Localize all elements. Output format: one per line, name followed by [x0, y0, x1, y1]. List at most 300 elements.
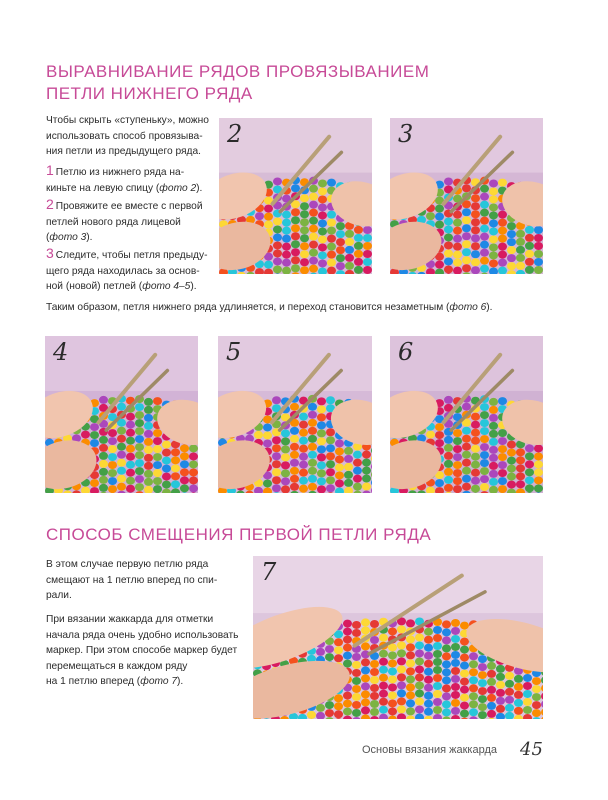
stitch: [272, 436, 281, 444]
stitch: [480, 435, 489, 443]
stitch: [534, 234, 543, 242]
stitch: [498, 235, 507, 243]
stitch: [308, 483, 317, 491]
stitch: [290, 403, 299, 411]
photo-2: [219, 118, 372, 274]
stitch: [361, 682, 370, 690]
stitch: [442, 628, 451, 636]
stitch: [406, 683, 415, 691]
stitch: [135, 467, 144, 475]
stitch: [318, 227, 327, 235]
stitch: [505, 688, 514, 696]
stitch: [309, 225, 318, 233]
stitch: [388, 707, 397, 715]
stitch: [281, 461, 290, 469]
stitch: [514, 683, 523, 691]
stitch: [453, 453, 462, 461]
stitch: [272, 444, 281, 452]
stitch: [426, 431, 435, 439]
stitch: [282, 211, 291, 219]
stitch: [388, 691, 397, 699]
stitch: [471, 429, 480, 437]
stitch: [462, 451, 471, 459]
photo-5: [218, 336, 372, 493]
stitch: [162, 449, 171, 457]
stitch: [462, 264, 471, 272]
stitch: [471, 453, 480, 461]
stitch: [309, 233, 318, 241]
stitch: [516, 464, 525, 472]
stitch: [489, 195, 498, 203]
stitch: [317, 445, 326, 453]
stitch: [388, 699, 397, 707]
stitch: [281, 453, 290, 461]
stitch: [318, 243, 327, 251]
stitch: [397, 625, 406, 633]
stitch: [99, 452, 108, 460]
stitch: [318, 179, 327, 187]
stitch: [415, 641, 424, 649]
stitch: [415, 697, 424, 705]
stitch: [300, 226, 309, 234]
stitch: [345, 238, 354, 246]
stitch: [507, 246, 516, 254]
stitch: [471, 421, 480, 429]
stitch: [327, 179, 336, 187]
stitch: [300, 266, 309, 274]
stitch: [343, 644, 352, 652]
stitch: [135, 411, 144, 419]
stitch: [162, 457, 171, 465]
stitch: [153, 437, 162, 445]
stitch: [388, 659, 397, 667]
stitch: [117, 443, 126, 451]
stitch: [469, 652, 478, 660]
stitch: [344, 463, 353, 471]
stitch: [451, 619, 460, 627]
stitch: [435, 221, 444, 229]
stitch: [299, 461, 308, 469]
stitch: [534, 452, 543, 460]
stitch: [496, 681, 505, 689]
stitch: [480, 459, 489, 467]
photo-label: 6: [398, 338, 414, 366]
stitch: [117, 467, 126, 475]
stitch: [281, 485, 290, 493]
stitch: [534, 468, 543, 476]
stitch: [352, 621, 361, 629]
stitch: [487, 694, 496, 702]
stitch: [523, 690, 532, 698]
stitch: [397, 697, 406, 705]
stitch: [309, 185, 318, 193]
stitch: [126, 421, 135, 429]
stitch: [343, 708, 352, 716]
stitch: [442, 700, 451, 708]
stitch: [273, 241, 282, 249]
stitch: [496, 705, 505, 713]
stitch: [525, 460, 534, 468]
stitch: [462, 248, 471, 256]
stitch: [272, 484, 281, 492]
stitch: [480, 419, 489, 427]
stitch: [453, 477, 462, 485]
stitch: [516, 246, 525, 254]
stitch: [442, 636, 451, 644]
stitch: [534, 476, 543, 484]
stitch: [496, 673, 505, 681]
stitch: [534, 266, 543, 274]
stitch: [442, 620, 451, 628]
photo-label: 5: [226, 338, 242, 366]
stitch: [90, 479, 99, 487]
stitch: [433, 682, 442, 690]
stitch: [498, 259, 507, 267]
stitch: [336, 230, 345, 238]
stitch: [471, 437, 480, 445]
stitch: [361, 626, 370, 634]
stitch: [435, 431, 444, 439]
stitch: [489, 235, 498, 243]
stitch: [352, 709, 361, 717]
stitch: [525, 484, 534, 492]
stitch: [525, 250, 534, 258]
stitch: [388, 627, 397, 635]
stitch: [117, 459, 126, 467]
stitch: [290, 427, 299, 435]
stitch: [144, 470, 153, 478]
stitch: [471, 258, 480, 266]
stitch: [162, 481, 171, 489]
stitch: [498, 219, 507, 227]
stitch: [534, 444, 543, 452]
stitch: [334, 654, 343, 662]
stitch: [498, 437, 507, 445]
stitch: [388, 683, 397, 691]
stitch: [308, 459, 317, 467]
stitch: [462, 256, 471, 264]
stitch: [433, 642, 442, 650]
stitch: [272, 476, 281, 484]
stitch: [327, 235, 336, 243]
stitch: [435, 213, 444, 221]
stitch: [489, 414, 498, 422]
stitch: [397, 681, 406, 689]
stitch: [478, 663, 487, 671]
stitch: [335, 447, 344, 455]
stitch: [326, 428, 335, 436]
stitch: [480, 257, 489, 265]
stitch: [406, 643, 415, 651]
stitch: [325, 709, 334, 717]
stitch: [153, 469, 162, 477]
stitch: [264, 213, 273, 221]
section-title-1: [46, 61, 429, 105]
stitch: [471, 413, 480, 421]
stitch: [300, 242, 309, 250]
stitch: [489, 211, 498, 219]
stitch: [507, 262, 516, 270]
stitch: [469, 708, 478, 716]
stitch: [379, 682, 388, 690]
stitch: [135, 483, 144, 491]
stitch: [334, 710, 343, 718]
stitch: [189, 444, 198, 452]
stitch: [153, 445, 162, 453]
stitch: [505, 696, 514, 704]
stitch: [507, 481, 516, 489]
stitch: [370, 692, 379, 700]
stitch: [480, 201, 489, 209]
stitch: [534, 226, 543, 234]
stitch: [415, 657, 424, 665]
stitch: [370, 636, 379, 644]
stitch: [353, 451, 362, 459]
stitch: [505, 704, 514, 712]
stitch: [335, 439, 344, 447]
stitch: [189, 468, 198, 476]
stitch: [498, 485, 507, 493]
stitch: [480, 193, 489, 201]
stitch: [433, 626, 442, 634]
stitch: [451, 643, 460, 651]
stitch: [453, 235, 462, 243]
stitch: [388, 651, 397, 659]
stitch: [471, 477, 480, 485]
step-1: 1 Петлю из нижнего ряда на- киньте на левую спицу (фото 2).: [46, 162, 203, 194]
stitch: [433, 690, 442, 698]
stitch: [126, 461, 135, 469]
stitch: [290, 451, 299, 459]
stitch: [453, 485, 462, 493]
stitch: [180, 452, 189, 460]
stitch: [273, 217, 282, 225]
stitch: [498, 251, 507, 259]
stitch: [525, 444, 534, 452]
stitch: [361, 666, 370, 674]
stitch: [453, 437, 462, 445]
stitch: [263, 431, 272, 439]
stitch: [480, 225, 489, 233]
stitch: [433, 658, 442, 666]
stitch: [462, 224, 471, 232]
stitch: [144, 446, 153, 454]
stitch: [424, 644, 433, 652]
stitch: [534, 258, 543, 266]
stitch: [415, 633, 424, 641]
stitch: [264, 261, 273, 269]
stitch: [282, 251, 291, 259]
stitch: [345, 262, 354, 270]
stitch: [489, 406, 498, 414]
stitch: [489, 219, 498, 227]
photo-background-light: [253, 556, 543, 613]
stitch: [281, 469, 290, 477]
stitch: [525, 226, 534, 234]
stitch: [290, 443, 299, 451]
stitch: [363, 234, 372, 242]
stitch: [345, 254, 354, 262]
stitch: [435, 479, 444, 487]
stitch: [291, 240, 300, 248]
stitch: [453, 251, 462, 259]
stitch: [308, 443, 317, 451]
stitch: [480, 427, 489, 435]
stitch: [343, 660, 352, 668]
stitch: [415, 665, 424, 673]
stitch: [424, 708, 433, 716]
stitch: [126, 413, 135, 421]
stitch: [480, 475, 489, 483]
stitch: [325, 701, 334, 709]
stitch: [532, 701, 541, 709]
stitch: [180, 484, 189, 492]
stitch: [514, 699, 523, 707]
stitch: [379, 690, 388, 698]
stitch: [334, 694, 343, 702]
stitch: [171, 448, 180, 456]
stitch: [117, 451, 126, 459]
stitch: [451, 675, 460, 683]
stitch: [453, 429, 462, 437]
stitch: [397, 689, 406, 697]
stitch: [189, 476, 198, 484]
stitch: [135, 459, 144, 467]
stitch: [189, 452, 198, 460]
stitch: [361, 642, 370, 650]
stitch: [379, 658, 388, 666]
stitch: [489, 430, 498, 438]
stitch: [435, 205, 444, 213]
stitch: [108, 453, 117, 461]
stitch: [487, 702, 496, 710]
stitch: [507, 254, 516, 262]
stitch: [345, 230, 354, 238]
stitch: [299, 445, 308, 453]
stitch: [317, 429, 326, 437]
stitch: [318, 251, 327, 259]
stitch: [523, 698, 532, 706]
stitch: [444, 257, 453, 265]
stitch: [272, 396, 281, 404]
stitch: [318, 259, 327, 267]
stitch: [534, 242, 543, 250]
stitch: [135, 435, 144, 443]
stitch: [462, 435, 471, 443]
stitch: [388, 675, 397, 683]
step-number: 1: [46, 162, 54, 178]
stitch: [406, 667, 415, 675]
stitch: [406, 619, 415, 627]
stitch: [343, 700, 352, 708]
stitch: [505, 680, 514, 688]
stitch: [263, 423, 272, 431]
stitch: [489, 259, 498, 267]
stitch: [344, 471, 353, 479]
stitch: [498, 179, 507, 187]
stitch: [435, 261, 444, 269]
stitch: [153, 461, 162, 469]
stitch: [480, 451, 489, 459]
stitch: [480, 217, 489, 225]
stitch: [478, 687, 487, 695]
stitch: [354, 258, 363, 266]
stitch: [327, 251, 336, 259]
stitch: [291, 208, 300, 216]
stitch: [462, 459, 471, 467]
stitch: [353, 475, 362, 483]
photo-label: 3: [398, 120, 414, 148]
stitch: [379, 674, 388, 682]
stitch: [433, 634, 442, 642]
stitch: [525, 468, 534, 476]
stitch: [352, 685, 361, 693]
stitch: [487, 670, 496, 678]
stitch: [478, 655, 487, 663]
stitch: [81, 431, 90, 439]
stitch: [334, 646, 343, 654]
stitch: [498, 445, 507, 453]
stitch: [318, 219, 327, 227]
stitch: [144, 430, 153, 438]
stitch: [471, 485, 480, 493]
stitch: [453, 469, 462, 477]
stitch: [489, 470, 498, 478]
stitch: [317, 469, 326, 477]
stitch: [361, 674, 370, 682]
stitch: [309, 217, 318, 225]
stitch: [126, 485, 135, 493]
stitch: [352, 701, 361, 709]
stitch: [300, 234, 309, 242]
stitch: [525, 242, 534, 250]
stitch: [343, 636, 352, 644]
stitch: [344, 479, 353, 487]
stitch: [317, 397, 326, 405]
stitch: [397, 665, 406, 673]
stitch: [317, 453, 326, 461]
stitch: [480, 249, 489, 257]
stitch: [516, 480, 525, 488]
photo-reference: фото 7: [140, 676, 178, 687]
stitch: [525, 452, 534, 460]
stitch: [353, 467, 362, 475]
stitch: [144, 438, 153, 446]
stitch: [309, 193, 318, 201]
stitch: [99, 468, 108, 476]
stitch: [336, 254, 345, 262]
stitch: [336, 246, 345, 254]
stitch: [370, 700, 379, 708]
stitch: [290, 459, 299, 467]
stitch: [451, 691, 460, 699]
stitch: [469, 692, 478, 700]
stitch: [352, 693, 361, 701]
stitch: [507, 222, 516, 230]
stitch: [489, 454, 498, 462]
stitch: [451, 707, 460, 715]
stitch: [153, 429, 162, 437]
stitch: [424, 668, 433, 676]
stitch: [353, 483, 362, 491]
stitch: [525, 234, 534, 242]
intro-text: Чтобы скрыть «ступеньку», можно использовать способ провязыва- ния петли из предыдущего ряда.: [46, 115, 209, 157]
stitch: [525, 266, 534, 274]
stitch: [135, 443, 144, 451]
stitch: [325, 653, 334, 661]
stitch: [144, 478, 153, 486]
stitch: [354, 226, 363, 234]
